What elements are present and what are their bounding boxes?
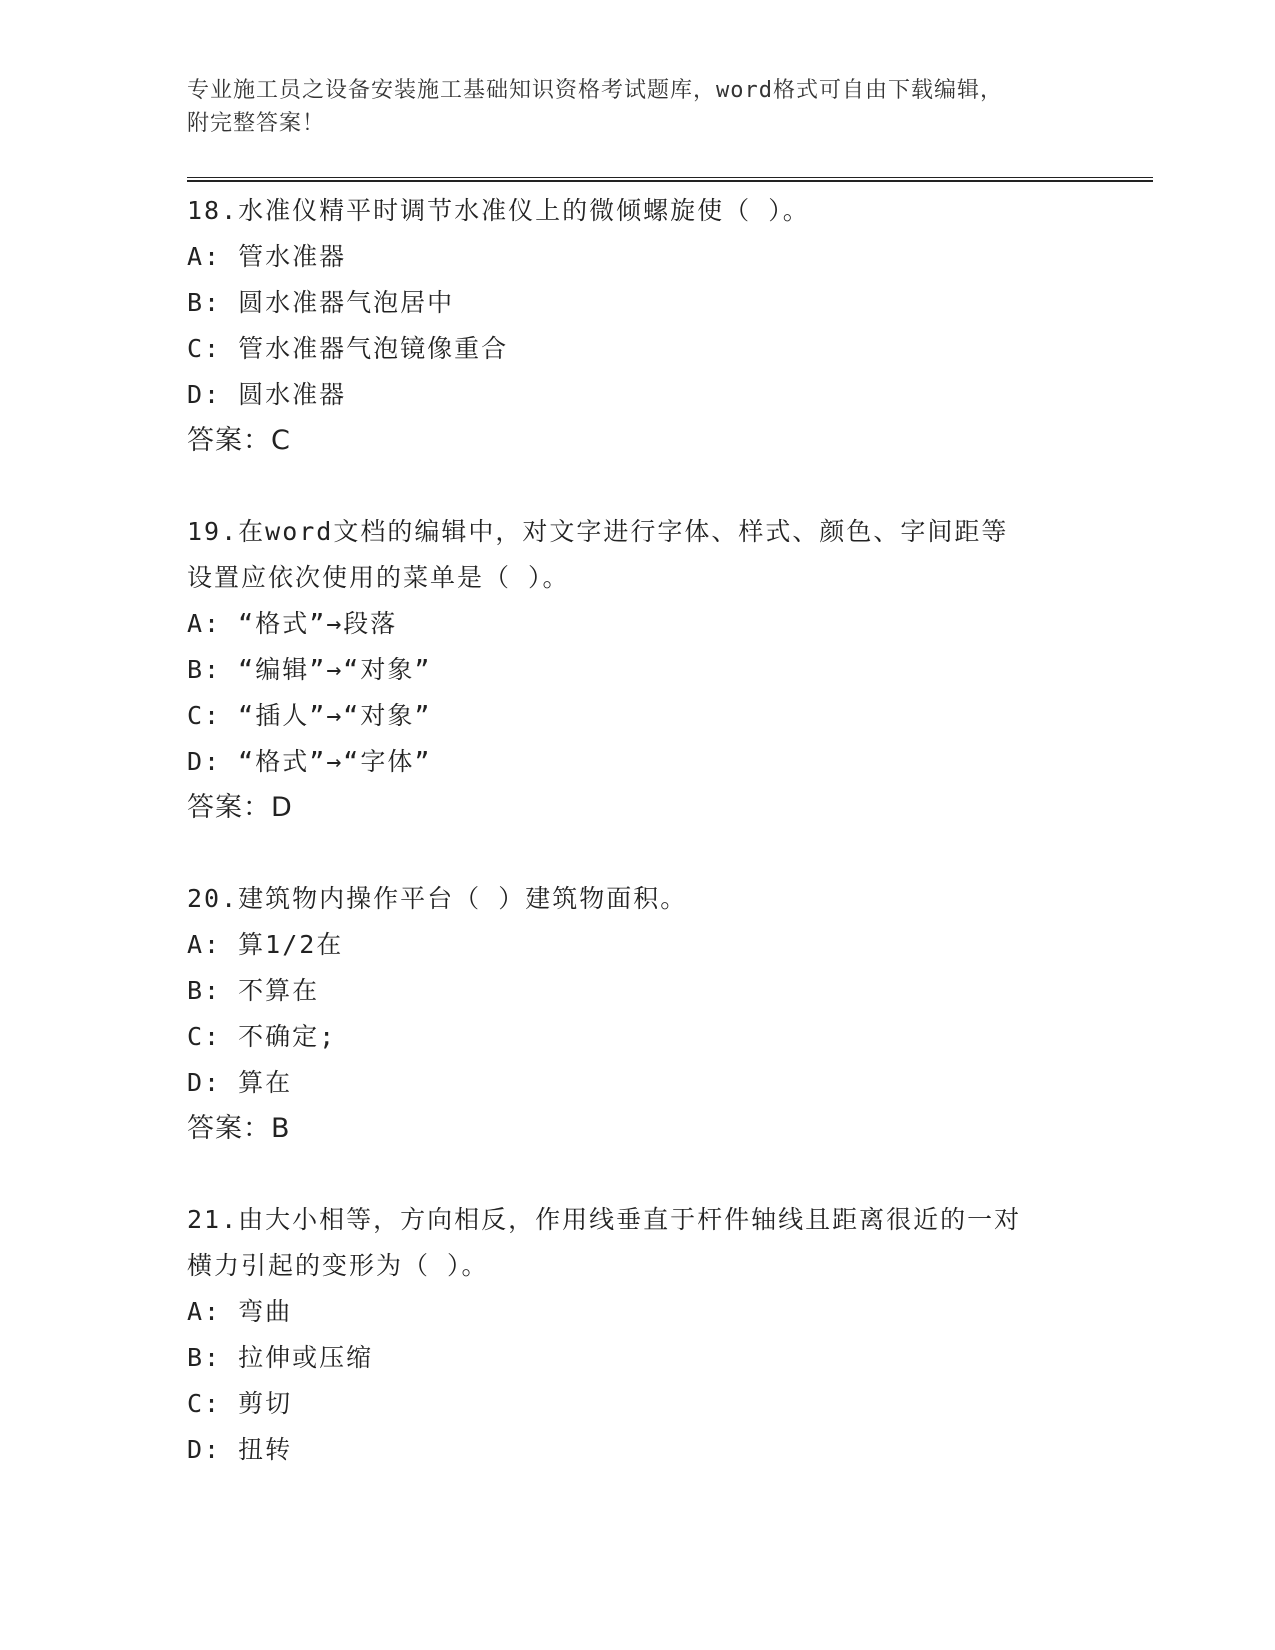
question-list <box>187 188 1087 1518</box>
stem-line: 18.水准仪精平时调节水准仪上的微倾螺旋使（ ）。 <box>187 196 810 225</box>
question-20 <box>187 876 1087 1152</box>
answer-text: 答案：C <box>187 425 291 456</box>
question-21 <box>187 1197 1087 1473</box>
option-d: D: 算在 <box>187 1068 293 1097</box>
option-c: C: 管水准器气泡镜像重合 <box>187 334 509 363</box>
option-a: A: 管水准器 <box>187 242 347 271</box>
question-19 <box>187 509 1087 831</box>
question-18 <box>187 188 1087 464</box>
option-a: A: “格式”→段落 <box>187 609 398 638</box>
option-c: C: 不确定; <box>187 1022 337 1051</box>
question-stem <box>187 876 1087 922</box>
question-stem <box>187 188 1087 234</box>
header-line-2: 附完整答案！ <box>187 111 326 136</box>
document-header <box>187 74 1067 140</box>
stem-line: 20.建筑物内操作平台（ ）建筑物面积。 <box>187 884 688 913</box>
header-divider <box>187 177 1153 182</box>
stem-line: 19.在word文档的编辑中，对文字进行字体、样式、颜色、字间距等 <box>187 517 1009 546</box>
stem-line: 设置应依次使用的菜单是（ ）。 <box>187 563 570 592</box>
answer-text: 答案：D <box>187 792 293 823</box>
stem-line: 横力引起的变形为（ ）。 <box>187 1251 489 1280</box>
header-line-1: 专业施工员之设备安装施工基础知识资格考试题库，word格式可自由下载编辑， <box>187 78 1003 103</box>
option-b: B: “编辑”→“对象” <box>187 655 432 684</box>
option-d: D: 扭转 <box>187 1435 293 1464</box>
option-b: B: 拉伸或压缩 <box>187 1343 374 1372</box>
option-c: C: “插人”→“对象” <box>187 701 432 730</box>
question-stem <box>187 1197 1087 1289</box>
answer-text: 答案：B <box>187 1113 291 1144</box>
question-stem <box>187 509 1087 601</box>
option-d: D: “格式”→“字体” <box>187 747 432 776</box>
option-a: A: 算1/2在 <box>187 930 344 959</box>
option-c: C: 剪切 <box>187 1389 293 1418</box>
option-d: D: 圆水准器 <box>187 380 347 409</box>
option-b: B: 不算在 <box>187 976 320 1005</box>
stem-line: 21.由大小相等，方向相反，作用线垂直于杆件轴线且距离很近的一对 <box>187 1205 1022 1234</box>
option-b: B: 圆水准器气泡居中 <box>187 288 455 317</box>
option-a: A: 弯曲 <box>187 1297 293 1326</box>
